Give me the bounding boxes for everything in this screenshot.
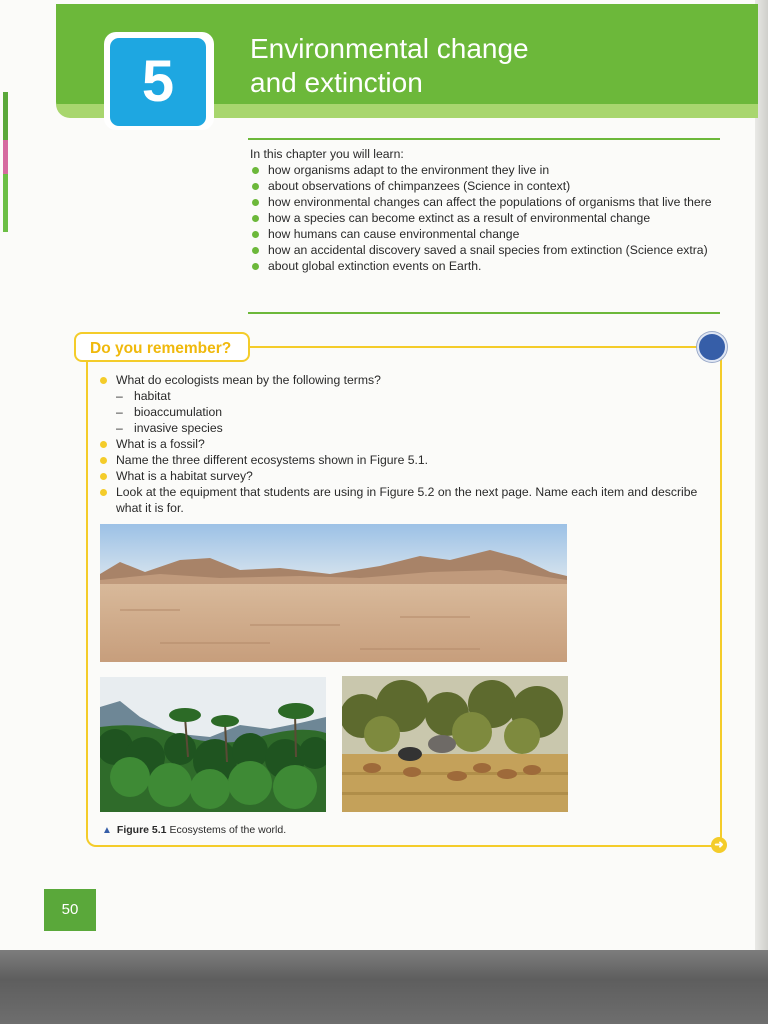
learning-list xyxy=(248,162,718,274)
figure-label: Figure 5.1 xyxy=(116,824,167,836)
continue-arrow-icon: ➜ xyxy=(711,837,727,853)
list-item: about global extinction events on Earth. xyxy=(248,258,718,274)
term-item: – bioaccumulation xyxy=(116,405,223,419)
list-item: how environmental changes can affect the populations of organisms that live there xyxy=(248,194,718,210)
section-marker-icon xyxy=(697,332,727,362)
bullet-icon xyxy=(252,183,259,190)
chapter-number: 5 xyxy=(110,38,206,126)
learning-intro: In this chapter you will learn: xyxy=(250,147,404,161)
figure-caption-text: Ecosystems of the world. xyxy=(169,824,287,836)
term-item: – invasive species xyxy=(116,421,223,435)
caption-triangle-icon: ▲ xyxy=(102,825,112,836)
list-item: What is a habitat survey? xyxy=(98,468,710,484)
bullet-icon xyxy=(252,263,259,270)
bullet-icon xyxy=(100,489,107,496)
learn-bottom-rule xyxy=(248,312,720,314)
chapter-title-line-2: and extinction xyxy=(250,67,423,98)
bullet-icon xyxy=(100,457,107,464)
chapter-edge-tabs xyxy=(0,92,9,232)
chapter-title xyxy=(250,32,730,100)
bullet-icon xyxy=(252,215,259,222)
bullet-icon xyxy=(100,377,107,384)
learning-objectives xyxy=(248,146,718,274)
list-item: how a species can become extinct as a result of environmental change xyxy=(248,210,718,226)
learn-top-rule xyxy=(248,138,720,140)
chapter-title-line-1: Environmental change xyxy=(250,33,529,64)
savanna-photo xyxy=(342,676,568,812)
bullet-icon xyxy=(252,231,259,238)
bullet-icon xyxy=(252,167,259,174)
bullet-icon xyxy=(100,473,107,480)
bullet-icon xyxy=(100,441,107,448)
page-number: 50 xyxy=(44,889,96,931)
scan-edge-bottom xyxy=(0,950,768,1024)
rainforest-photo xyxy=(100,677,326,812)
bullet-icon xyxy=(252,247,259,254)
desert-photo xyxy=(100,524,567,662)
list-item: What is a fossil? xyxy=(98,436,710,452)
remember-top-line xyxy=(250,346,708,348)
figure-caption xyxy=(102,823,286,838)
remember-heading: Do you remember? xyxy=(74,332,250,362)
list-item: how an accidental discovery saved a snail species from extinction (Science extra) xyxy=(248,242,718,258)
scan-edge-right xyxy=(755,0,768,950)
bullet-icon xyxy=(252,199,259,206)
list-item: Look at the equipment that students are using in Figure 5.2 on the next page. Name each item and describe what it is for. xyxy=(98,484,710,516)
list-item: how organisms adapt to the environment they live in xyxy=(248,162,718,178)
list-item: Name the three different ecosystems shown in Figure 5.1. xyxy=(98,452,710,468)
term-item: – habitat xyxy=(116,389,171,403)
list-item: What do ecologists mean by the following terms? xyxy=(98,372,710,388)
list-item: about observations of chimpanzees (Science in context) xyxy=(248,178,718,194)
remember-questions xyxy=(98,372,710,516)
list-item: how humans can cause environmental change xyxy=(248,226,718,242)
